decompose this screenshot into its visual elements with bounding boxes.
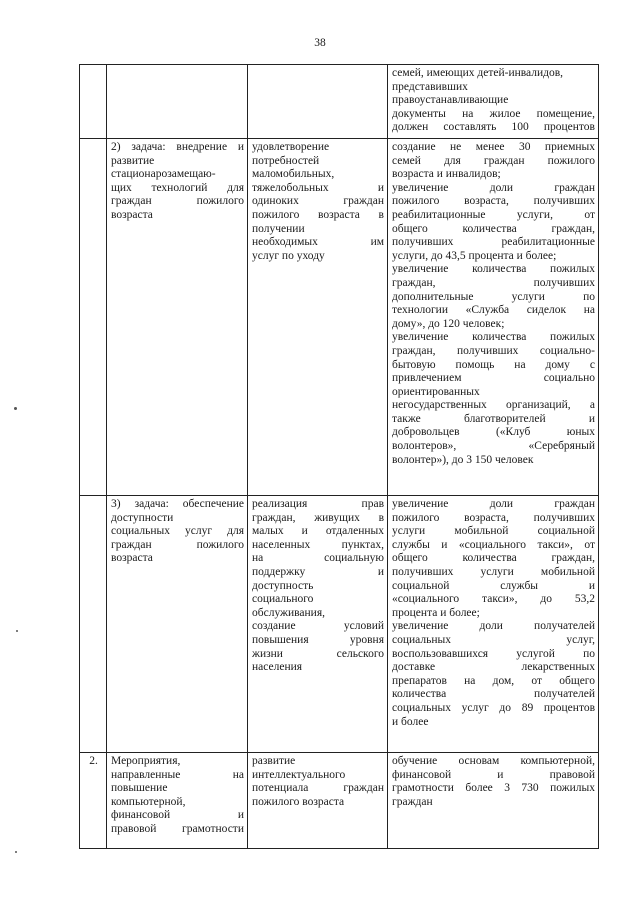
row-number bbox=[80, 65, 107, 139]
cell-text-line: поддержку и bbox=[252, 565, 384, 578]
cell-text-line: получивших реабилитационные bbox=[392, 236, 595, 249]
scan-speck bbox=[14, 407, 17, 410]
cell-text-line: увеличение количества пожилых bbox=[392, 263, 595, 276]
scan-speck bbox=[15, 851, 17, 853]
cell-text-line: услуг по уходу bbox=[252, 249, 325, 262]
indicators-cell bbox=[388, 496, 599, 753]
cell-text-line: негосударственных организаций, а bbox=[392, 399, 595, 412]
cell-text-line: социальных услуг для bbox=[111, 525, 244, 538]
cell-text-line: повышения уровня bbox=[252, 633, 384, 646]
cell-text-line: финансовой и bbox=[111, 809, 244, 822]
cell-text-line: должен составлять 100 процентов bbox=[392, 121, 595, 134]
cell-text-line: бытовую помощь на дому с bbox=[392, 358, 595, 371]
cell-text-line: дополнительные услуги по bbox=[392, 290, 595, 303]
cell-text-line: создание условий bbox=[252, 620, 384, 633]
table-row bbox=[80, 496, 599, 753]
cell-text-line: социальных услуг, bbox=[392, 633, 595, 646]
cell-text-line: грамотности более 3 730 пожилых bbox=[392, 782, 595, 795]
cell-text-line: и более bbox=[392, 715, 429, 728]
cell-text-line: волонтер»), до 3 150 человек bbox=[392, 453, 534, 466]
cell-text-line: пожилого возраста, получивших bbox=[392, 195, 595, 208]
cell-text-line: реализация прав bbox=[252, 498, 384, 510]
cell-text-line: количества получателей bbox=[392, 688, 595, 701]
cell-text-line: повышение bbox=[111, 782, 168, 795]
cell-text-line: услуги, до 43,5 процента и более; bbox=[392, 249, 557, 262]
cell-text-line: технологии «Служба сиделок на bbox=[392, 304, 595, 317]
cell-text-line: граждан bbox=[392, 795, 433, 808]
cell-text-line: общего количества граждан, bbox=[392, 222, 595, 235]
cell-text-line: щих технологий для bbox=[111, 181, 244, 194]
cell-text-line: доставке лекарственных bbox=[392, 661, 595, 674]
cell-text-line: добровольцев («Клуб юных bbox=[392, 426, 595, 439]
cell-text-line: тяжелобольных и bbox=[252, 181, 384, 194]
indicators-cell bbox=[388, 65, 599, 139]
table-row bbox=[80, 65, 599, 139]
cell-text-line: потребностей bbox=[252, 154, 320, 167]
cell-text-line: Мероприятия, bbox=[111, 755, 181, 767]
cell-text-line: документы на жилое помещение, bbox=[392, 107, 595, 120]
cell-text-line: возраста bbox=[111, 208, 153, 221]
cell-text-line: удовлетворение bbox=[252, 141, 330, 153]
cell-text-line: службы и «социального такси», от bbox=[392, 538, 595, 551]
cell-text-line: граждан, получивших социально- bbox=[392, 344, 595, 357]
cell-text-line: 2) задача: внедрение и bbox=[111, 141, 244, 153]
measures-cell bbox=[248, 139, 388, 496]
cell-text-line: населенных пунктах, bbox=[252, 538, 384, 551]
cell-text-line: волонтеров», «Серебряный bbox=[392, 440, 595, 453]
cell-text-line: «социального такси», до 53,2 bbox=[392, 593, 595, 606]
cell-text-line: обучение основам компьютерной, bbox=[392, 755, 595, 767]
cell-text-line: граждан пожилого bbox=[111, 195, 244, 208]
cell-text-line: правоустанавливающие bbox=[392, 94, 509, 107]
cell-text-line: пожилого возраста в bbox=[252, 208, 384, 221]
task-cell bbox=[107, 753, 248, 849]
row-number bbox=[80, 139, 107, 496]
cell-text-line: увеличение доли получателей bbox=[392, 620, 595, 633]
cell-text-line: увеличение доли граждан bbox=[392, 181, 595, 194]
cell-text-line: создание не менее 30 приемных bbox=[392, 141, 595, 153]
cell-text-line: финансовой и правовой bbox=[392, 768, 595, 781]
cell-text-line: возраста bbox=[111, 552, 153, 565]
cell-text-line: препаратов на дом, от общего bbox=[392, 674, 595, 687]
cell-text-line: на социальную bbox=[252, 552, 384, 565]
measures-cell bbox=[248, 496, 388, 753]
cell-text-line: доступность bbox=[252, 579, 314, 592]
cell-text-line: граждан, живущих в bbox=[252, 511, 384, 524]
cell-text-line: малых и отдаленных bbox=[252, 525, 384, 538]
cell-text-line: правовой грамотности bbox=[111, 822, 244, 835]
cell-text-line: развитие bbox=[252, 755, 296, 767]
cell-text-line: возраста и инвалидов; bbox=[392, 168, 501, 181]
measures-cell bbox=[248, 753, 388, 849]
cell-text-line: интеллектуального bbox=[252, 768, 346, 781]
page-number: 38 bbox=[314, 37, 326, 49]
scan-speck bbox=[16, 630, 18, 632]
cell-text-line: 3) задача: обеспечение bbox=[111, 498, 244, 510]
cell-text-line: семей, имеющих детей-инвалидов, bbox=[392, 67, 564, 79]
cell-text-line: потенциала граждан bbox=[252, 782, 384, 795]
cell-text-line: ориентированных bbox=[392, 385, 480, 398]
cell-text-line: граждан пожилого bbox=[111, 538, 244, 551]
task-cell bbox=[107, 139, 248, 496]
cell-text-line: получивших услуги мобильной bbox=[392, 565, 595, 578]
cell-text-line: общего количества граждан, bbox=[392, 552, 595, 565]
cell-text-line: услуги мобильной социальной bbox=[392, 525, 595, 538]
task-cell bbox=[107, 65, 248, 139]
indicators-cell bbox=[388, 139, 599, 496]
cell-text-line: необходимых им bbox=[252, 236, 384, 249]
cell-text-line: увеличение количества пожилых bbox=[392, 331, 595, 344]
cell-text-line: реабилитационные услуги, от bbox=[392, 208, 595, 221]
indicators-cell bbox=[388, 753, 599, 849]
cell-text-line: направленные на bbox=[111, 768, 244, 781]
cell-text-line: представивших bbox=[392, 80, 468, 93]
cell-text-line: социальной службы и bbox=[392, 579, 595, 592]
cell-text-line: воспользовавшихся услугой по bbox=[392, 647, 595, 660]
row-number: 2. bbox=[80, 753, 107, 849]
cell-text-line: также благотворителей и bbox=[392, 412, 595, 425]
program-table bbox=[79, 64, 599, 849]
cell-text-line: обслуживания, bbox=[252, 606, 325, 619]
cell-text-line: социального bbox=[252, 593, 314, 606]
table-row bbox=[80, 139, 599, 496]
cell-text-line: стационарозамещаю- bbox=[111, 168, 216, 181]
task-cell bbox=[107, 496, 248, 753]
cell-text-line: жизни сельского bbox=[252, 647, 384, 660]
measures-cell bbox=[248, 65, 388, 139]
cell-text-line: пожилого возраста, получивших bbox=[392, 511, 595, 524]
cell-text-line: граждан, получивших bbox=[392, 276, 595, 289]
cell-text-line: дому», до 120 человек; bbox=[392, 317, 505, 330]
cell-text-line: развитие bbox=[111, 154, 155, 167]
cell-text-line: доступности bbox=[111, 511, 174, 524]
cell-text-line: населения bbox=[252, 661, 303, 674]
cell-text-line: семей для граждан пожилого bbox=[392, 154, 595, 167]
cell-text-line: пожилого возраста bbox=[252, 795, 345, 808]
cell-text-line: маломобильных, bbox=[252, 168, 335, 181]
row-number bbox=[80, 496, 107, 753]
cell-text-line: привлечением социально bbox=[392, 372, 595, 385]
cell-text-line: увеличение доли граждан bbox=[392, 498, 595, 510]
cell-text-line: компьютерной, bbox=[111, 795, 186, 808]
cell-text-line: получении bbox=[252, 222, 305, 235]
cell-text-line: процента и более; bbox=[392, 606, 480, 619]
cell-text-line: одиноких граждан bbox=[252, 195, 384, 208]
table-row bbox=[80, 753, 599, 849]
cell-text-line: социальных услуг до 89 процентов bbox=[392, 701, 595, 714]
